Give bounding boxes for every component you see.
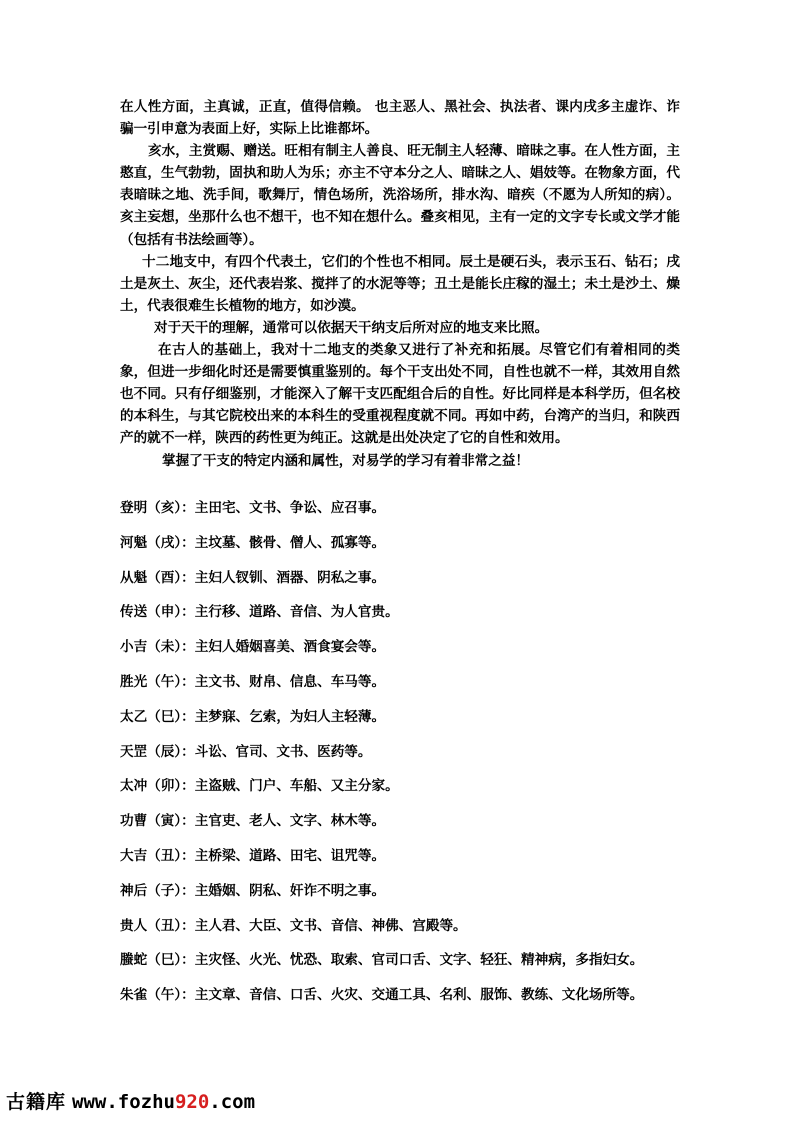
list-item: 河魁（戌）：主坟墓、骸骨、僧人、孤寡等。	[120, 534, 386, 551]
footer-url-prefix: www.fozhu	[72, 1091, 175, 1113]
footer-url-number: 920	[174, 1091, 210, 1113]
list-item: 螣蛇（巳）：主灾怪、火光、忧恐、取索、官司口舌、文字、轻狂、精神病，多指妇女。	[120, 952, 644, 969]
paragraph-conclusion: 掌握了干支的特定内涵和属性，对易学的学习有着非常之益！	[162, 452, 530, 469]
list-item: 传送（申）：主行移、道路、音信、为人官贵。	[120, 604, 399, 621]
list-item: 朱雀（午）：主文章、音信、口舌、火灾、交通工具、名利、服饰、教练、文化场所等。	[120, 987, 644, 1004]
list-item: 太冲（卯）：主盗贼、门户、车船、又主分家。	[120, 778, 399, 795]
footer-watermark	[6, 1087, 255, 1117]
footer-site-name: 古籍库	[6, 1091, 67, 1113]
list-item: 胜光（午）：主文书、财帛、信息、车马等。	[120, 673, 386, 690]
paragraph-human-nature: 在人性方面，主真诚，正直，值得信赖。 也主恶人、黑社会、执法者、课内戌多主虚诈、诈骗一引申意为表面上好，实际上比谁都坏。	[120, 99, 680, 138]
paragraph-earth-branches: 十二地支中，有四个代表土，它们的个性也不相同。辰土是硬石头，表示玉石、钻石；戌土是灰土、灰尘，还代表岩浆、搅拌了的水泥等等；丑土是能长庄稼的湿土；未土是沙土、燥土，代表很难生长植物的地方，如沙漠。	[120, 253, 680, 314]
paragraph-hai-water: 亥水，主赏赐、赠送。旺相有制主人善良、旺无制主人轻薄、暗昧之事。在人性方面，主憨直，生气勃勃，固执和助人为乐；亦主不守本分之人、暗昧之人、娼妓等。在物象方面，代表暗昧之地、洗手间，歌舞厅，情色场所，洗浴场所，排水沟、暗疾（不愿为人所知的病）。亥主妄想，坐那什么也不想干，也不知在想什么。叠亥相见，主有一定的文字专长或文学才能（包括有书法绘画等）。	[120, 143, 680, 248]
footer-url-suffix: .com	[209, 1091, 256, 1113]
list-item: 登明（亥）：主田宅、文书、争讼、应召事。	[120, 500, 386, 516]
list-item: 贵人（丑）：主人君、大臣、文书、音信、神佛、宫殿等。	[120, 917, 467, 934]
body-text	[120, 96, 680, 472]
list-item: 小吉（未）：主妇人婚姻喜美、酒食宴会等。	[120, 639, 386, 656]
paragraph-heavenly-stems: 对于天干的理解，通常可以依据天干纳支后所对应的地支来比照。	[154, 319, 549, 336]
list-item: 天罡（辰）：斗讼、官司、文书、医药等。	[120, 743, 372, 760]
list-item: 太乙（巳）：主梦寐、乞索，为妇人主轻薄。	[120, 708, 386, 725]
list-item: 大吉（丑）：主桥梁、道路、田宅、诅咒等。	[120, 847, 386, 864]
list-item: 功曹（寅）：主官吏、老人、文字、林木等。	[120, 813, 386, 830]
list-item: 从魁（酉）：主妇人钗钏、酒器、阴私之事。	[120, 569, 386, 586]
footer-url[interactable]	[72, 1091, 255, 1113]
deity-list	[120, 498, 720, 1020]
list-item: 神后（子）：主婚姻、阴私、奸诈不明之事。	[120, 882, 386, 899]
paragraph-supplement: 在古人的基础上，我对十二地支的类象又进行了补充和拓展。尽管它们有着相同的类象，但进一步细化时还是需要慎重鉴别的。每个干支出处不同，自性也就不一样，其效用自然也不同。只有仔细鉴别，才能深入了解干支匹配组合后的自性。好比同样是本科学历，但名校的本科生，与其它院校出来的本科生的受重视程度就不同。再如中药，台湾产的当归，和陕西产的就不一样，陕西的药性更为纯正。这就是出处决定了它的自性和效用。	[120, 342, 680, 447]
